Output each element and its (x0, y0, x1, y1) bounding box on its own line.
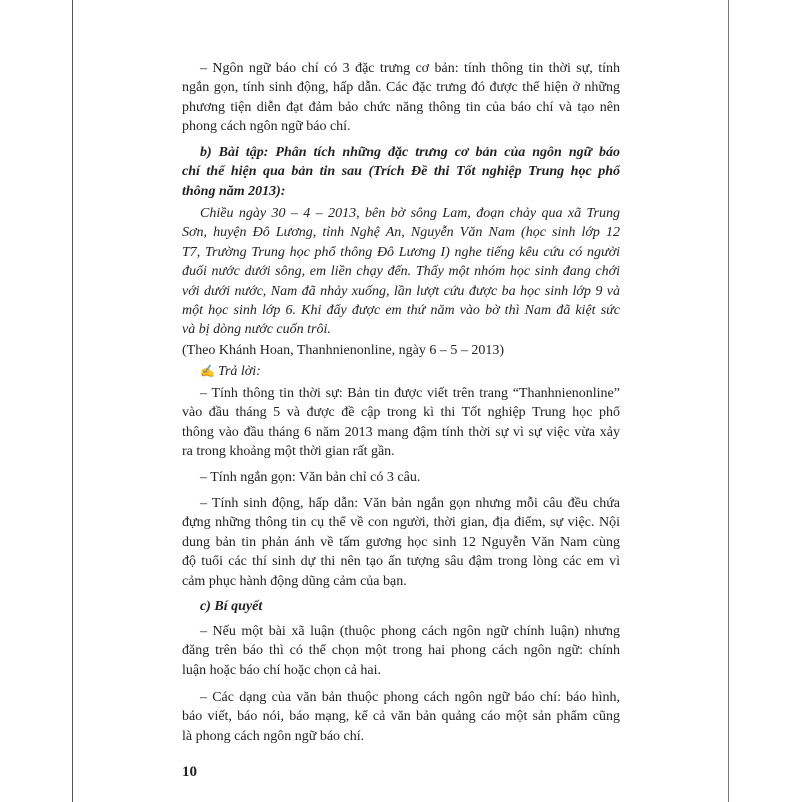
text-line: đựng những thông tin cụ thể về con người, thời gian, địa điểm, sự việc. Nội (182, 515, 620, 531)
paragraph-tips-heading (182, 597, 620, 616)
paragraph-exercise-heading (182, 143, 620, 201)
paragraph-answer-heading (182, 362, 620, 381)
text-line: báo viết, báo nói, báo mạng, kể cả văn bản quảng cáo một sản phẩm cũng (182, 709, 620, 725)
answer-heading-text: Trả lời: (217, 364, 261, 379)
text-line: – Nếu một bài xã luận (thuộc phong cách ngôn ngữ chính luận) nhưng (200, 624, 620, 639)
text-line: chí thể hiện qua bản tin sau (Trích Đề thi Tốt nghiệp Trung học phổ (182, 164, 620, 180)
text-line: ngắn gọn, tính sinh động, hấp dẫn. Các đặc trưng đó được thể hiện ở những (182, 80, 620, 96)
text-line: thông năm 2013): (182, 183, 286, 199)
text-line: Chiều ngày 30 – 4 – 2013, bên bờ sông Lam, đoạn chảy qua xã Trung (200, 206, 620, 221)
text-line: luận hoặc báo chí hoặc chọn cả hai. (182, 662, 382, 678)
paragraph-tip-2 (182, 688, 620, 746)
text-line: – Tính thông tin thời sự: Bản tin được viết trên trang “Thanhnienonline” (200, 386, 620, 401)
text-line: vào đầu tháng 5 và được đề cập trong kì thi Tốt nghiệp Trung học phổ (182, 405, 620, 421)
text-line (182, 362, 620, 381)
paragraph-intro (182, 59, 620, 137)
text-line: thông vào đầu tháng 6 năm 2013 mang đậm tính thời sự vì sự việc vừa xảy (182, 424, 620, 440)
text-line: độ tuổi các thí sinh dự thi nên tạo ấn tượng sâu đậm trong lòng các em vì (182, 554, 620, 570)
text-line: – Tính ngắn gọn: Văn bản chỉ có 3 câu. (200, 470, 421, 485)
paragraph-citation (182, 341, 620, 360)
text-line: phương tiện diễn đạt đảm bảo chức năng thông tin của báo chí và tạo nên (182, 99, 620, 115)
paragraph-answer-3 (182, 494, 620, 591)
text-line: – Tính sinh động, hấp dẫn: Văn bản ngắn gọn nhưng mỗi câu đều chứa (200, 496, 620, 511)
paragraph-tip-1 (182, 622, 620, 680)
text-line: với dưới nước, Nam đã nhảy xuống, lần lượt cứu được ba học sinh lớp 9 và (182, 283, 620, 299)
writing-hand-icon: ✍ (200, 364, 215, 378)
paragraph-news-excerpt (182, 204, 620, 340)
text-line: đuối nước dưới sông, em liền chạy đến. Thấy một nhóm học sinh đang chới (182, 264, 620, 280)
paragraph-answer-1 (182, 384, 620, 462)
text-line: (Theo Khánh Hoan, Thanhnienonline, ngày 6 – 5 – 2013) (182, 343, 505, 358)
paragraph-answer-2 (182, 468, 620, 487)
text-line: đăng trên báo thì có thể chọn một trong hai phong cách ngôn ngữ: chính (182, 643, 620, 659)
text-line: Sơn, huyện Đô Lương, tỉnh Nghệ An, Nguyễn Văn Nam (học sinh lớp 12 (182, 225, 620, 241)
text-line: c) Bí quyết (200, 599, 263, 614)
text-line: T7, Trường Trung học phổ thông Đô Lương I) nghe tiếng kêu cứu có người (182, 244, 620, 260)
text-line: cảm phục hành động dũng cảm của bạn. (182, 573, 407, 589)
text-line: một học sinh lớp 6. Khi đẩy được em thứ năm vào bờ thì Nam đã kiệt sức (182, 303, 620, 319)
text-line: – Các dạng của văn bản thuộc phong cách ngôn ngữ báo chí: báo hình, (200, 690, 620, 705)
page-number: 10 (182, 764, 197, 780)
text-line: và bị dòng nước cuốn trôi. (182, 322, 331, 338)
text-line: – Ngôn ngữ báo chí có 3 đặc trưng cơ bản: tính thông tin thời sự, tính (200, 61, 620, 76)
text-line: là phong cách ngôn ngữ báo chí. (182, 728, 365, 744)
text-line: dung bản tin phản ánh về tấm gương học sinh 12 Nguyễn Văn Nam cùng (182, 534, 620, 550)
text-line: phong cách ngôn ngữ báo chí. (182, 119, 351, 135)
text-line: ra trong khoảng một thời gian rất gần. (182, 444, 395, 460)
text-line: b) Bài tập: Phân tích những đặc trưng cơ bản của ngôn ngữ báo (200, 145, 620, 160)
